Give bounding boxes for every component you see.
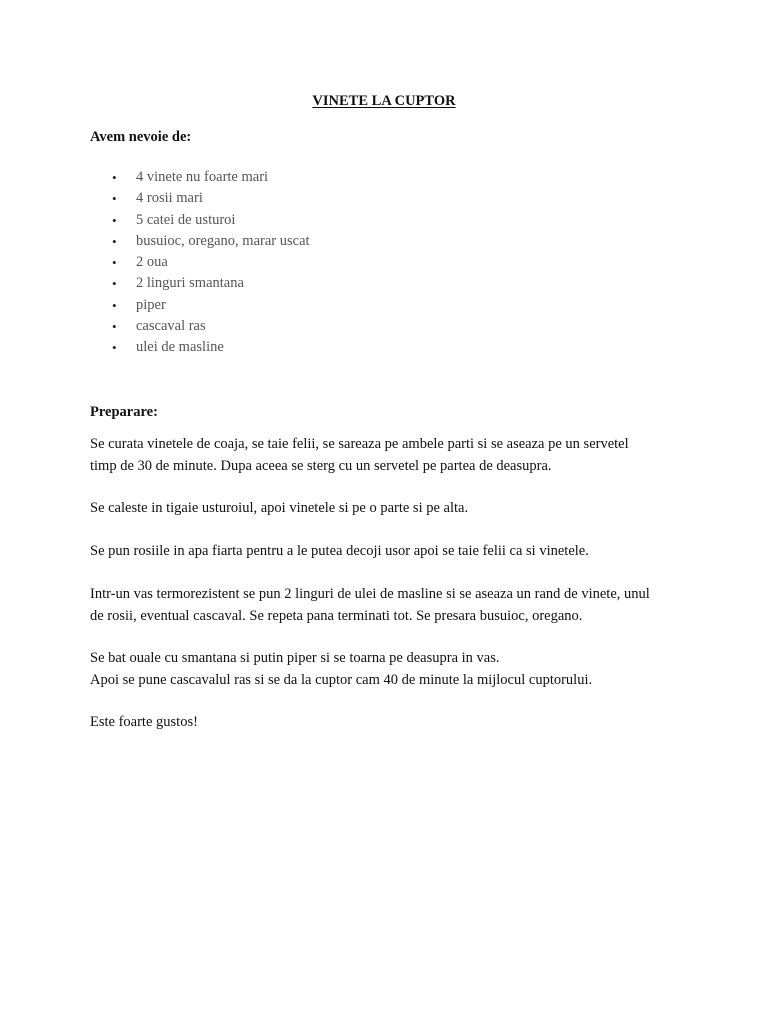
- ingredient-text: 5 catei de usturoi: [136, 211, 236, 228]
- bullet-icon: •: [112, 255, 117, 271]
- paragraph-line: Se caleste in tigaie usturoiul, apoi vinetele si pe o parte si pe alta.: [90, 500, 469, 516]
- bullet-icon: •: [112, 319, 117, 335]
- bullet-icon: •: [112, 191, 117, 207]
- preparation-paragraph: [90, 497, 690, 519]
- list-item: [112, 210, 310, 231]
- list-item: [112, 295, 310, 316]
- ingredient-text: cascaval ras: [136, 318, 206, 335]
- bullet-icon: •: [112, 340, 117, 356]
- preparation-heading: Preparare:: [90, 404, 158, 420]
- bullet-icon: •: [112, 233, 117, 249]
- paragraph-line: Apoi se pune cascavalul ras si se da la cuptor cam 40 de minute la mijlocul cuptorului.: [90, 672, 593, 688]
- ingredient-text: busuioc, oregano, marar uscat: [136, 232, 310, 249]
- ingredients-heading: Avem nevoie de:: [90, 129, 192, 145]
- list-item: [112, 231, 310, 252]
- preparation-paragraph: [90, 583, 690, 627]
- preparation-paragraph: [90, 711, 690, 733]
- ingredient-text: 2 oua: [136, 254, 168, 271]
- bullet-icon: •: [112, 212, 117, 228]
- list-item: [112, 167, 310, 188]
- paragraph-line: Este foarte gustos!: [90, 714, 198, 730]
- list-item: [112, 337, 310, 358]
- bullet-icon: •: [112, 297, 117, 313]
- ingredient-text: ulei de masline: [136, 339, 224, 356]
- ingredients-list: [112, 167, 310, 359]
- bullet-icon: •: [112, 170, 117, 185]
- preparation-paragraph: [90, 540, 690, 562]
- bullet-icon: •: [112, 276, 117, 292]
- paragraph-line: de rosii, eventual cascaval. Se repeta pana terminati tot. Se presara busuioc, oregano.: [90, 608, 583, 624]
- list-item: [112, 273, 310, 294]
- preparation-paragraph: [90, 433, 690, 477]
- ingredient-text: 2 linguri smantana: [136, 275, 244, 292]
- preparation-paragraph: [90, 647, 690, 691]
- document-title: VINETE LA CUPTOR: [312, 93, 456, 109]
- list-item: [112, 252, 310, 273]
- paragraph-line: Intr-un vas termorezistent se pun 2 linguri de ulei de masline si se aseaza un rand de vinete, unul: [90, 586, 650, 602]
- paragraph-line: Se bat ouale cu smantana si putin piper si se toarna pe deasupra in vas.: [90, 650, 500, 666]
- ingredient-text: 4 vinete nu foarte mari: [136, 169, 269, 185]
- ingredient-text: piper: [136, 296, 166, 313]
- ingredient-text: 4 rosii mari: [136, 190, 203, 207]
- paragraph-line: timp de 30 de minute. Dupa aceea se sterg cu un servetel pe partea de deasupra.: [90, 458, 552, 474]
- paragraph-line: Se curata vinetele de coaja, se taie felii, se sareaza pe ambele parti si se aseaza pe un servetel: [90, 436, 629, 452]
- list-item: [112, 316, 310, 337]
- list-item: [112, 188, 310, 209]
- paragraph-line: Se pun rosiile in apa fiarta pentru a le putea decoji usor apoi se taie felii ca si vinetele.: [90, 543, 589, 559]
